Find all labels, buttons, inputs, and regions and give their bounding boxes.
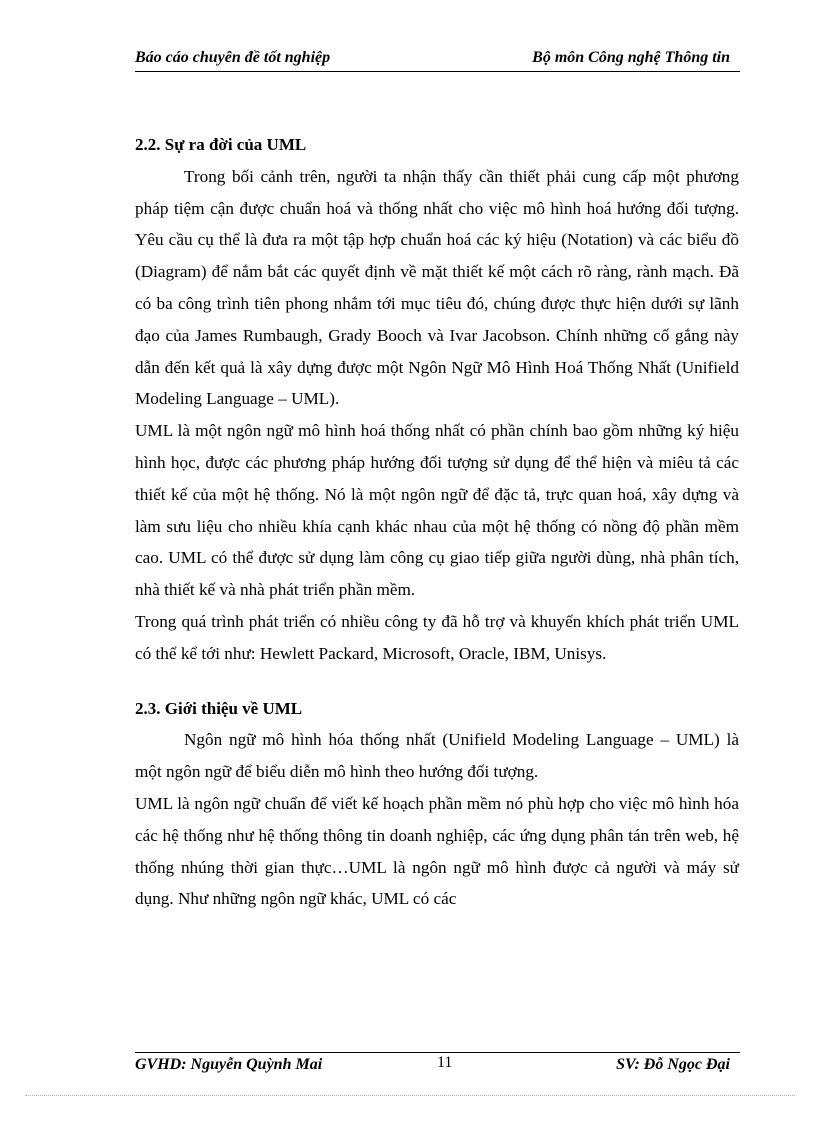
section-2-3-paragraph-2: UML là ngôn ngữ chuẩn để viết kế hoạch phần mềm nó phù hợp cho việc mô hình hóa các hệ thống như hệ thống thông tin doanh nghiệp, các ứng dụng phân tán trên web, hệ thống nhúng thời gian thực…UML là ngôn ngữ mô hình được cả người và máy sử dụng. Như những ngôn ngữ khác, UML có các [135,793,739,909]
header-report-title: Báo cáo chuyên đề tốt nghiệp [135,49,331,66]
section-2-3-heading: 2.3. Giới thiệu về UML [135,698,303,718]
section-2-2-heading: 2.2. Sự ra đời của UML [135,135,307,154]
section-2-2-paragraph-1: Trong bối cảnh trên, người ta nhận thấy cần thiết phải cung cấp một phương pháp tiệm cận được chuẩn hoá và thống nhất cho việc mô hình hoá hướng đối tượng. Yêu cầu cụ thể là đưa ra một tập hợp chuẩn hoá các ký hiệu (Notation) và các biểu đồ (Diagram) để nắm bắt các quyết định về mặt thiết kế một cách rõ ràng, rành mạch. Đã có ba công trình tiên phong nhắm tới mục tiêu đó, chúng được thực hiện dưới sự lãnh đạo của James Rumbaugh, Grady Booch và Ivar Jacobson. Chính những cố gắng này dẫn đến kết quả là xây dựng được một Ngôn Ngữ Mô Hình Hoá Thống Nhất (Unifield Modeling Language – UML). [135,166,739,409]
page-header [135,47,740,72]
section-2-2-paragraph-2: UML là một ngôn ngữ mô hình hoá thống nhất có phần chính bao gồm những ký hiệu hình học, được các phương pháp hướng đối tượng sử dụng để thể hiện và miêu tả các thiết kế của một hệ thống. Nó là một ngôn ngữ để đặc tả, trực quan hoá, xây dựng và làm sưu liệu cho nhiều khía cạnh khác nhau của một hệ thống có nồng độ phần mềm cao. UML có thể được sử dụng làm công cụ giao tiếp giữa người dùng, nhà phân tích, nhà thiết kế và nhà phát triển phần mềm. [135,421,739,600]
footer-supervisor: GVHD: Nguyễn Quỳnh Mai [135,1056,323,1073]
section-spacer [135,670,739,693]
document-body [135,129,739,915]
footer-student: SV: Đỗ Ngọc Đại [616,1056,730,1073]
page-bottom-dotted-line [25,1095,795,1096]
page-number: 11 [437,1054,453,1071]
section-2-2-paragraph-3: Trong quá trình phát triển có nhiều công ty đã hỗ trợ và khuyến khích phát triển UML có thể kể tới như: Hewlett Packard, Microsoft, Oracle, IBM, Unisys. [135,611,739,663]
page-footer [135,1054,740,1078]
header-department: Bộ môn Công nghệ Thông tin [532,49,730,66]
section-2-3-paragraph-1: Ngôn ngữ mô hình hóa thống nhất (Unifield Modeling Language – UML) là một ngôn ngữ để biểu diễn mô hình theo hướng đối tượng. [135,730,739,782]
footer-divider [135,1052,740,1053]
